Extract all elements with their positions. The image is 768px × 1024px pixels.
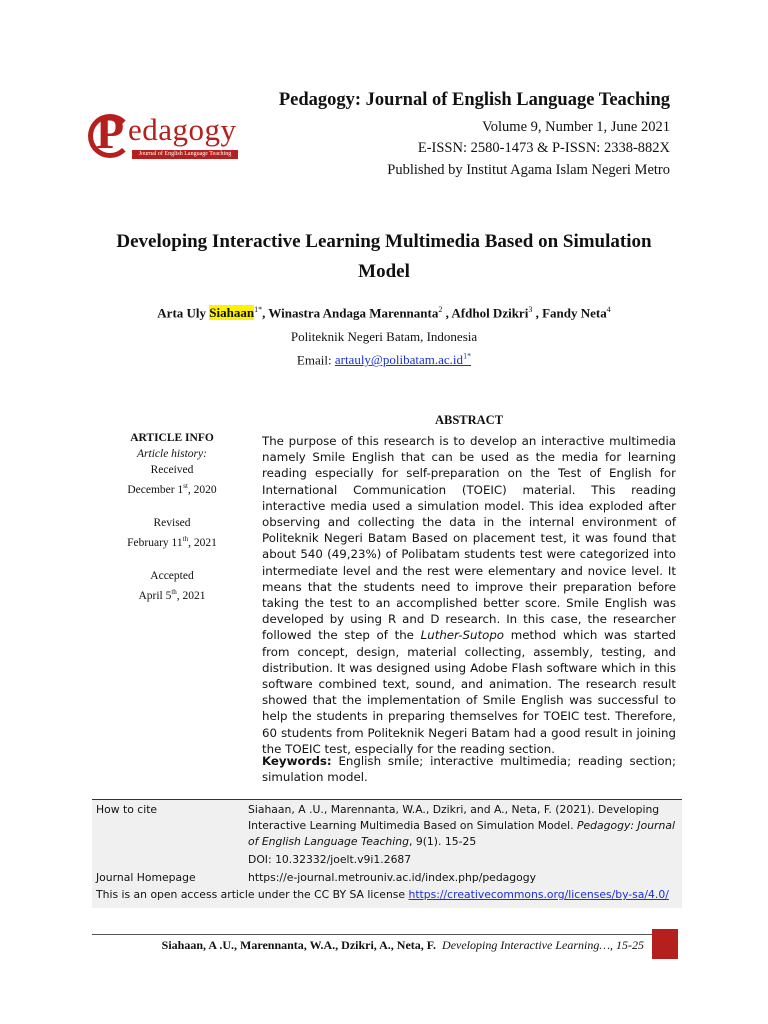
affiliation: Politeknik Negeri Batam, Indonesia bbox=[290, 329, 478, 344]
revised-date: February 11th, 2021 bbox=[127, 534, 217, 549]
accepted-label: Accepted bbox=[150, 569, 194, 582]
journal-homepage-url[interactable]: https://e-journal.metrouniv.ac.id/index.php/pedagogy bbox=[248, 871, 536, 884]
volume-info: Volume 9, Number 1, June 2021 bbox=[482, 119, 670, 135]
article-title-line-1: Developing Interactive Learning Multimedia Based on Simulation bbox=[116, 231, 652, 252]
author-1-first: Arta Uly bbox=[157, 305, 210, 321]
logo-word: edagogy bbox=[128, 112, 237, 147]
article-title-line-2: Model bbox=[358, 261, 410, 282]
author-4-sup: 4 bbox=[606, 305, 611, 314]
article-history-label: Article history: bbox=[137, 448, 207, 460]
author-4: , Fandy Neta bbox=[532, 305, 607, 321]
method-name: Luther-Sutopo bbox=[420, 628, 505, 643]
footer-authors: Siahaan, A .U., Marennanta, W.A., Dzikri, A., Neta, F. bbox=[161, 938, 437, 952]
email-link[interactable] bbox=[335, 352, 471, 367]
keywords-list: English smile; interactive multimedia; reading section; simulation model. bbox=[262, 754, 676, 785]
author-3-sup: 3 bbox=[528, 305, 533, 314]
email-sup: 1* bbox=[463, 352, 472, 361]
running-footer bbox=[162, 938, 644, 953]
license-text: This is an open access article under the CC BY SA license bbox=[96, 888, 409, 901]
author-list bbox=[40, 305, 728, 321]
logo-initial: P bbox=[96, 107, 125, 158]
journal-title: Pedagogy: Journal of English Language Teaching bbox=[278, 90, 670, 110]
keywords-label: Keywords: bbox=[262, 754, 332, 768]
footer-short-title: Developing Interactive Learning…, 15-25 bbox=[442, 938, 644, 952]
keywords bbox=[262, 753, 676, 785]
author-1-sup: 1* bbox=[254, 305, 263, 314]
doi: DOI: 10.32332/joelt.v9i1.2687 bbox=[248, 853, 412, 866]
logo-tagline: Journal of English Language Teaching bbox=[132, 150, 238, 159]
article-title bbox=[80, 227, 688, 287]
journal-logo bbox=[88, 108, 248, 166]
abstract-body: The purpose of this research is to develop an interactive multimedia namely Smile English that can be used as the media for learning reading especially for self-preparation on the Test of English for International Communication (TOEIC) material. This reading interactive media used a simulation model. This idea exploded after observing and collecting the data in the internal environment of Politeknik Negeri Batam Based on placement test, it was found that about 540 (49,23%) of Polibatam students test were categorized into intermediate level and the rest were elementary and novice level. It means that the students need to improve their preparation before taking the test to an accomplished better score. Smile English was developed by using R and D research. In this case, the researcher followed the step of the Luther-Sutopo method which was started from concept, design, material collecting, assembly, testing, and distribution. It was designed using Adobe Flash software which in this software combined text, sound, and animation. The research result showed that the implementation of Smile English was successful to help the students in preparing themselves for TOEIC test. Therefore, 60 students from Politeknik Negeri Batam had a good result in joining the TOEIC test, especially for the reading section. bbox=[262, 434, 676, 756]
author-1-last-highlighted: Siahaan bbox=[209, 305, 255, 321]
footer-divider bbox=[92, 934, 652, 935]
author-2: , Winastra Andaga Marennanta bbox=[262, 305, 439, 321]
publisher-info: Published by Institut Agama Islam Negeri Metro bbox=[387, 162, 670, 178]
revised-label: Revised bbox=[153, 516, 191, 529]
license-link[interactable]: https://creativecommons.org/licenses/by-sa/4.0/ bbox=[408, 888, 669, 901]
footer-page-marker bbox=[652, 929, 678, 959]
email-label: Email: bbox=[296, 352, 335, 368]
journal-homepage-label: Journal Homepage bbox=[96, 871, 196, 884]
article-info-heading: ARTICLE INFO bbox=[130, 432, 214, 444]
author-3: , Afdhol Dzikri bbox=[442, 305, 529, 321]
article-info bbox=[96, 430, 248, 603]
email-line bbox=[40, 352, 728, 368]
abstract-heading: ABSTRACT bbox=[434, 413, 504, 427]
how-to-cite-label: How to cite bbox=[96, 803, 158, 816]
received-date: December 1st, 2020 bbox=[127, 482, 217, 496]
issn-info: E-ISSN: 2580-1473 & P-ISSN: 2338-882X bbox=[417, 140, 670, 156]
email-address: artauly@polibatam.ac.id bbox=[334, 352, 464, 368]
accepted-date: April 5th, 2021 bbox=[138, 587, 206, 602]
how-to-cite-text: Siahaan, A .U., Marennanta, W.A., Dzikri, and A., Neta, F. (2021). Developing Interactive Learning Multimedia Based on Simulation Model. Pedagogy: Journal of English Language Teaching, 9(1). 15-25 bbox=[248, 803, 675, 848]
author-2-sup: 2 bbox=[438, 305, 443, 314]
license-line bbox=[96, 888, 669, 901]
received-label: Received bbox=[150, 464, 194, 476]
